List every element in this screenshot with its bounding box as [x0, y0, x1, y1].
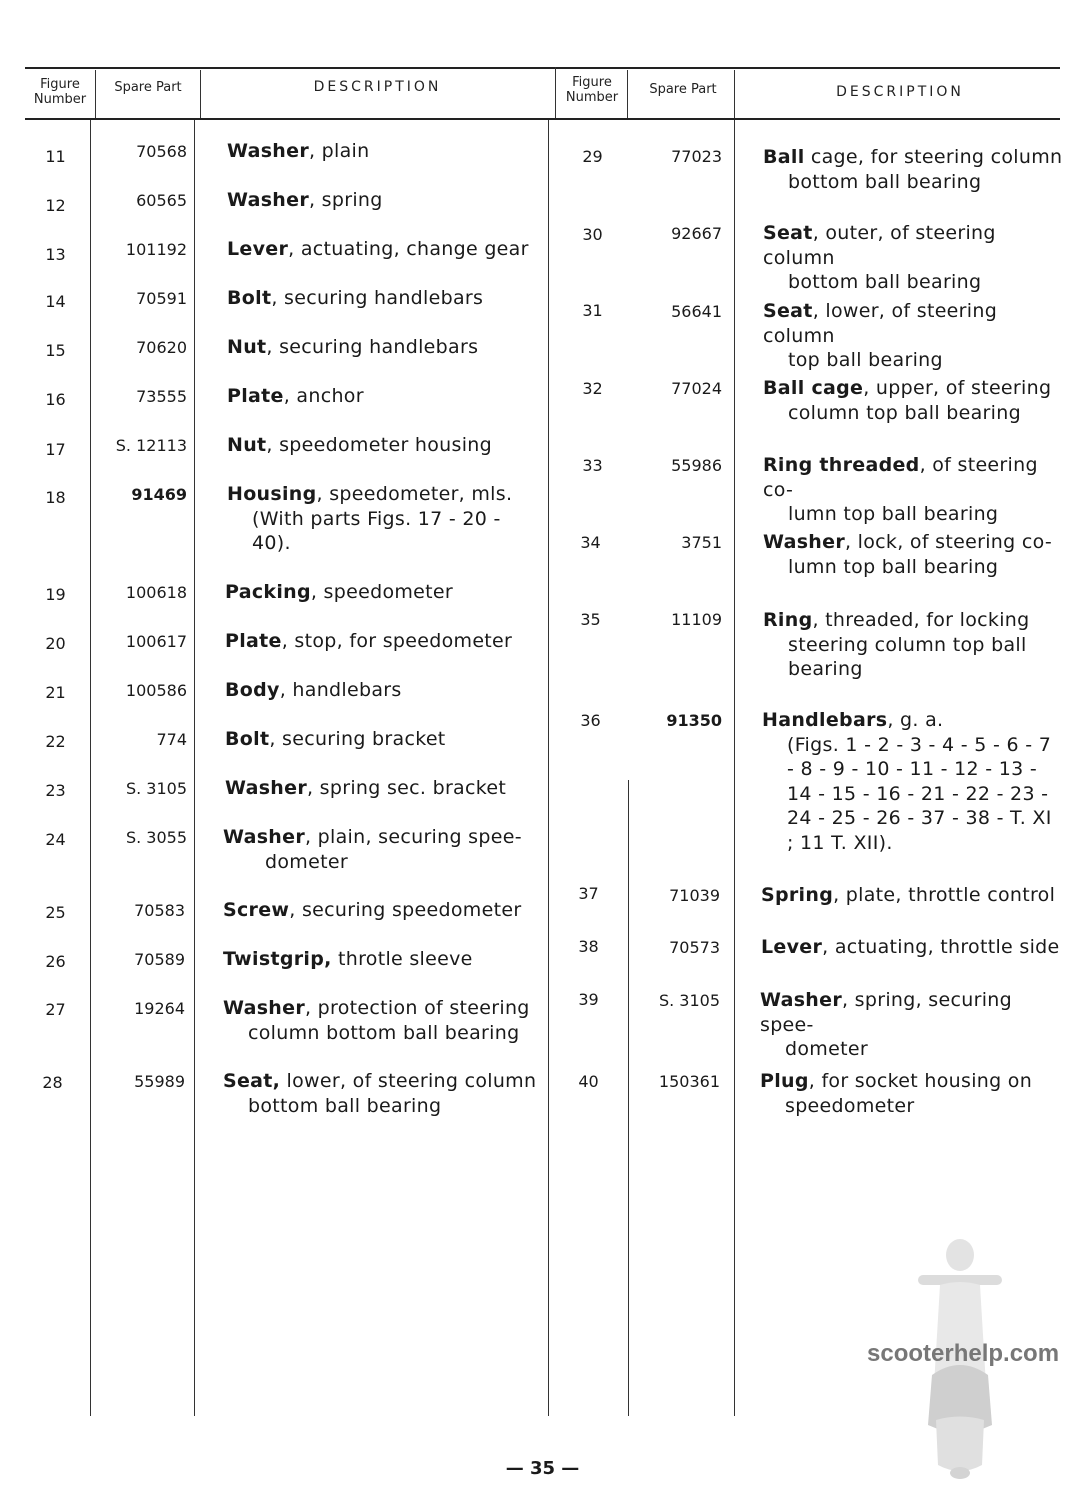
part-detail: , spring, securing spee- [760, 989, 1012, 1036]
part-name: Plate [227, 385, 284, 407]
fig-number: 22 [45, 732, 66, 751]
part-detail: , spring sec. bracket [307, 777, 507, 799]
divider-left-part-body [194, 120, 195, 1416]
part-number: 71039 [669, 886, 720, 905]
divider-right-fig-body [628, 780, 629, 1416]
part-description [225, 727, 545, 752]
part-description-continuation: dometer [785, 1038, 868, 1060]
part-name: Washer [223, 826, 305, 848]
header-figure-number-left: Figure Number [33, 77, 87, 107]
part-description-continuation: (With parts Figs. 17 - 20 - 40). [252, 507, 501, 554]
part-description-continuation: bottom ball bearing [248, 1094, 442, 1117]
part-number: S. 12113 [115, 436, 187, 455]
part-description [760, 1069, 1060, 1118]
part-number: 77023 [671, 147, 722, 166]
watermark-text: scooterhelp.com [867, 1340, 1060, 1367]
fig-number: 23 [45, 781, 66, 800]
part-name: Lever [227, 238, 289, 260]
header-description-right: DESCRIPTION [836, 84, 964, 100]
part-detail: , lock, of steering co- [845, 531, 1053, 553]
part-name: Ball [763, 146, 805, 168]
part-description [223, 996, 543, 1045]
header-description-left: DESCRIPTION [313, 79, 442, 95]
header-figure-number-right: Figure Number [565, 75, 619, 105]
fig-number: 21 [45, 683, 66, 702]
part-description-continuation: speedometer [785, 1094, 915, 1117]
divider-left-fig [95, 70, 96, 118]
fig-number: 24 [45, 830, 66, 849]
part-number: 70583 [134, 901, 185, 920]
part-description [223, 1069, 543, 1118]
fig-number: 40 [578, 1072, 599, 1091]
page-number: — 35 — [505, 1458, 580, 1479]
divider-right-part [734, 70, 735, 118]
fig-number: 30 [582, 225, 603, 244]
divider-center [555, 67, 556, 118]
part-detail: , outer, of steering column [763, 222, 996, 269]
part-description [227, 433, 547, 458]
fig-number: 17 [45, 440, 66, 459]
part-name: Spring [761, 884, 834, 906]
part-description [225, 580, 545, 605]
fig-number: 20 [45, 634, 66, 653]
part-detail: , for socket housing on [808, 1070, 1033, 1092]
part-description-continuation: column bottom ball bearing [248, 1021, 520, 1044]
part-name: Washer [223, 997, 305, 1019]
part-description [227, 482, 547, 556]
divider-right-fig [627, 70, 628, 118]
header-bottom-rule [25, 118, 1060, 120]
part-number: 92667 [671, 224, 722, 243]
fig-number: 33 [582, 456, 603, 475]
fig-number: 26 [45, 952, 66, 971]
part-description [763, 376, 1063, 425]
fig-number: 14 [45, 292, 66, 311]
part-number: 774 [156, 730, 187, 749]
part-description [760, 988, 1060, 1062]
part-detail: , plate, throttle control [833, 884, 1056, 906]
fig-number: 18 [45, 488, 66, 507]
part-description-continuation: bottom ball bearing [788, 170, 982, 193]
part-detail: , lower, of steering column [763, 300, 998, 347]
part-name: Bolt [227, 287, 272, 309]
part-description-continuation: dometer [265, 850, 348, 873]
part-description [227, 237, 547, 262]
part-detail: , speedometer [310, 581, 454, 603]
part-description [225, 678, 545, 703]
part-name: Washer [225, 777, 307, 799]
fig-number: 28 [42, 1073, 63, 1092]
part-detail: , securing handlebars [266, 336, 479, 358]
part-detail: , anchor [283, 385, 364, 407]
part-description [225, 629, 545, 654]
part-description [763, 530, 1063, 579]
part-description-continuation: (Figs. 1 - 2 - 3 - 4 - 5 - 6 - 7 - 8 - 9 - 10 - 11 - 12 - 13 - 14 - 15 - 16 - 21 - 22 - 23 - 24 - 25 - 26 - 37 - 38 - T. XI ; 11 T. XII). [787, 733, 1052, 854]
part-number: 70568 [136, 142, 187, 161]
fig-number: 19 [45, 585, 66, 604]
fig-number: 27 [45, 1000, 66, 1019]
fig-number: 31 [582, 301, 603, 320]
fig-number: 36 [580, 711, 601, 730]
part-number: S. 3105 [125, 779, 187, 798]
part-detail: cage, for steering column [804, 146, 1063, 168]
part-name: Ball cage [763, 377, 864, 399]
part-detail: , securing speedometer [289, 899, 522, 921]
fig-number: 29 [582, 147, 603, 166]
part-number: 150361 [658, 1072, 720, 1091]
part-description-continuation: lumn top ball bearing [788, 503, 999, 525]
part-name: Plate [225, 630, 282, 652]
fig-number: 15 [45, 341, 66, 360]
part-detail: , plain, securing spee- [305, 826, 522, 848]
fig-number: 35 [580, 610, 601, 629]
part-description-continuation: steering column top ball bearing [788, 633, 1027, 680]
part-detail: , threaded, for locking [812, 609, 1030, 631]
part-name: Washer [760, 989, 842, 1011]
part-number: 100586 [125, 681, 187, 700]
part-description [763, 145, 1063, 194]
fig-number: 38 [578, 937, 599, 956]
part-name: Bolt [225, 728, 270, 750]
part-description [762, 708, 1062, 855]
part-detail: , g. a. [887, 709, 944, 731]
part-detail: , of steering co- [763, 454, 1038, 501]
fig-number: 12 [45, 196, 66, 215]
divider-center-body [548, 120, 549, 1416]
divider-left-fig-body [90, 120, 91, 1416]
part-number: 70620 [136, 338, 187, 357]
part-detail: lower, of steering column [280, 1070, 537, 1092]
part-detail: , handlebars [279, 679, 402, 701]
part-number: 3751 [681, 533, 722, 552]
part-name: Ring [763, 609, 813, 631]
part-number: 70573 [669, 938, 720, 957]
part-number: 70589 [134, 950, 185, 969]
part-detail: , stop, for speedometer [281, 630, 513, 652]
part-name: Handlebars [762, 709, 888, 731]
part-number: 56641 [671, 302, 722, 321]
part-number: 55986 [671, 456, 722, 475]
part-description [227, 335, 547, 360]
part-detail: throtle sleeve [331, 948, 473, 970]
top-rule [25, 67, 1060, 69]
part-detail: , speedometer housing [266, 434, 493, 456]
part-name: Nut [227, 434, 267, 456]
part-number: 91350 [666, 711, 722, 730]
part-name: Screw [223, 899, 290, 921]
fig-number: 16 [45, 390, 66, 409]
fig-number: 39 [578, 990, 599, 1009]
part-description-continuation: lumn top ball bearing [788, 555, 999, 578]
divider-right-part-body [734, 120, 735, 1416]
part-description [223, 898, 543, 923]
part-number: S. 3055 [125, 828, 187, 847]
part-description-continuation: top ball bearing [788, 349, 943, 371]
part-description [763, 299, 1063, 373]
part-name: Seat, [223, 1070, 281, 1092]
part-detail: , speedometer, mls. [316, 483, 513, 505]
part-description [763, 221, 1063, 295]
part-description [227, 188, 547, 213]
part-name: Seat [763, 222, 813, 244]
fig-number: 34 [580, 533, 601, 552]
part-number: 55989 [134, 1072, 185, 1091]
part-description [227, 286, 547, 311]
part-name: Body [225, 679, 280, 701]
part-number: 100617 [125, 632, 187, 651]
part-name: Washer [227, 189, 309, 211]
header-spare-part-left: Spare Part [114, 80, 182, 95]
part-description [761, 935, 1061, 960]
fig-number: 32 [582, 379, 603, 398]
part-description [227, 384, 547, 409]
part-number: S. 3105 [658, 991, 720, 1010]
part-number: 100618 [125, 583, 187, 602]
fig-number: 13 [45, 245, 66, 264]
part-name: Washer [763, 531, 845, 553]
part-detail: , actuating, throttle side [822, 936, 1060, 958]
part-detail: , plain [309, 140, 370, 162]
part-detail: , protection of steering [305, 997, 530, 1019]
part-detail: , securing bracket [269, 728, 446, 750]
part-number: 73555 [136, 387, 187, 406]
part-name: Ring threaded [763, 454, 920, 476]
part-number: 60565 [136, 191, 187, 210]
part-detail: , spring [309, 189, 383, 211]
part-number: 19264 [134, 999, 185, 1018]
part-description [223, 825, 543, 874]
part-detail: , upper, of steering [863, 377, 1052, 399]
part-number: 101192 [125, 240, 187, 259]
part-detail: , securing handlebars [271, 287, 484, 309]
part-description-continuation: bottom ball bearing [788, 271, 982, 293]
divider-left-part [200, 70, 201, 118]
part-number: 77024 [671, 379, 722, 398]
part-name: Seat [763, 300, 813, 322]
part-description [763, 453, 1063, 527]
part-description-continuation: column top ball bearing [788, 401, 1021, 424]
part-name: Plug [760, 1070, 809, 1092]
part-name: Twistgrip, [223, 948, 332, 970]
part-description [225, 776, 545, 801]
fig-number: 25 [45, 903, 66, 922]
part-detail: , actuating, change gear [288, 238, 529, 260]
part-name: Housing [227, 483, 317, 505]
part-number: 11109 [671, 610, 722, 629]
part-description [761, 883, 1061, 908]
part-description [223, 947, 543, 972]
fig-number: 37 [578, 884, 599, 903]
part-name: Lever [761, 936, 823, 958]
part-description [763, 608, 1063, 682]
part-name: Packing [225, 581, 311, 603]
part-name: Nut [227, 336, 267, 358]
part-description [227, 139, 547, 164]
fig-number: 11 [45, 147, 66, 166]
part-number: 91469 [131, 485, 187, 504]
part-name: Washer [227, 140, 309, 162]
header-spare-part-right: Spare Part [649, 82, 717, 97]
part-number: 70591 [136, 289, 187, 308]
